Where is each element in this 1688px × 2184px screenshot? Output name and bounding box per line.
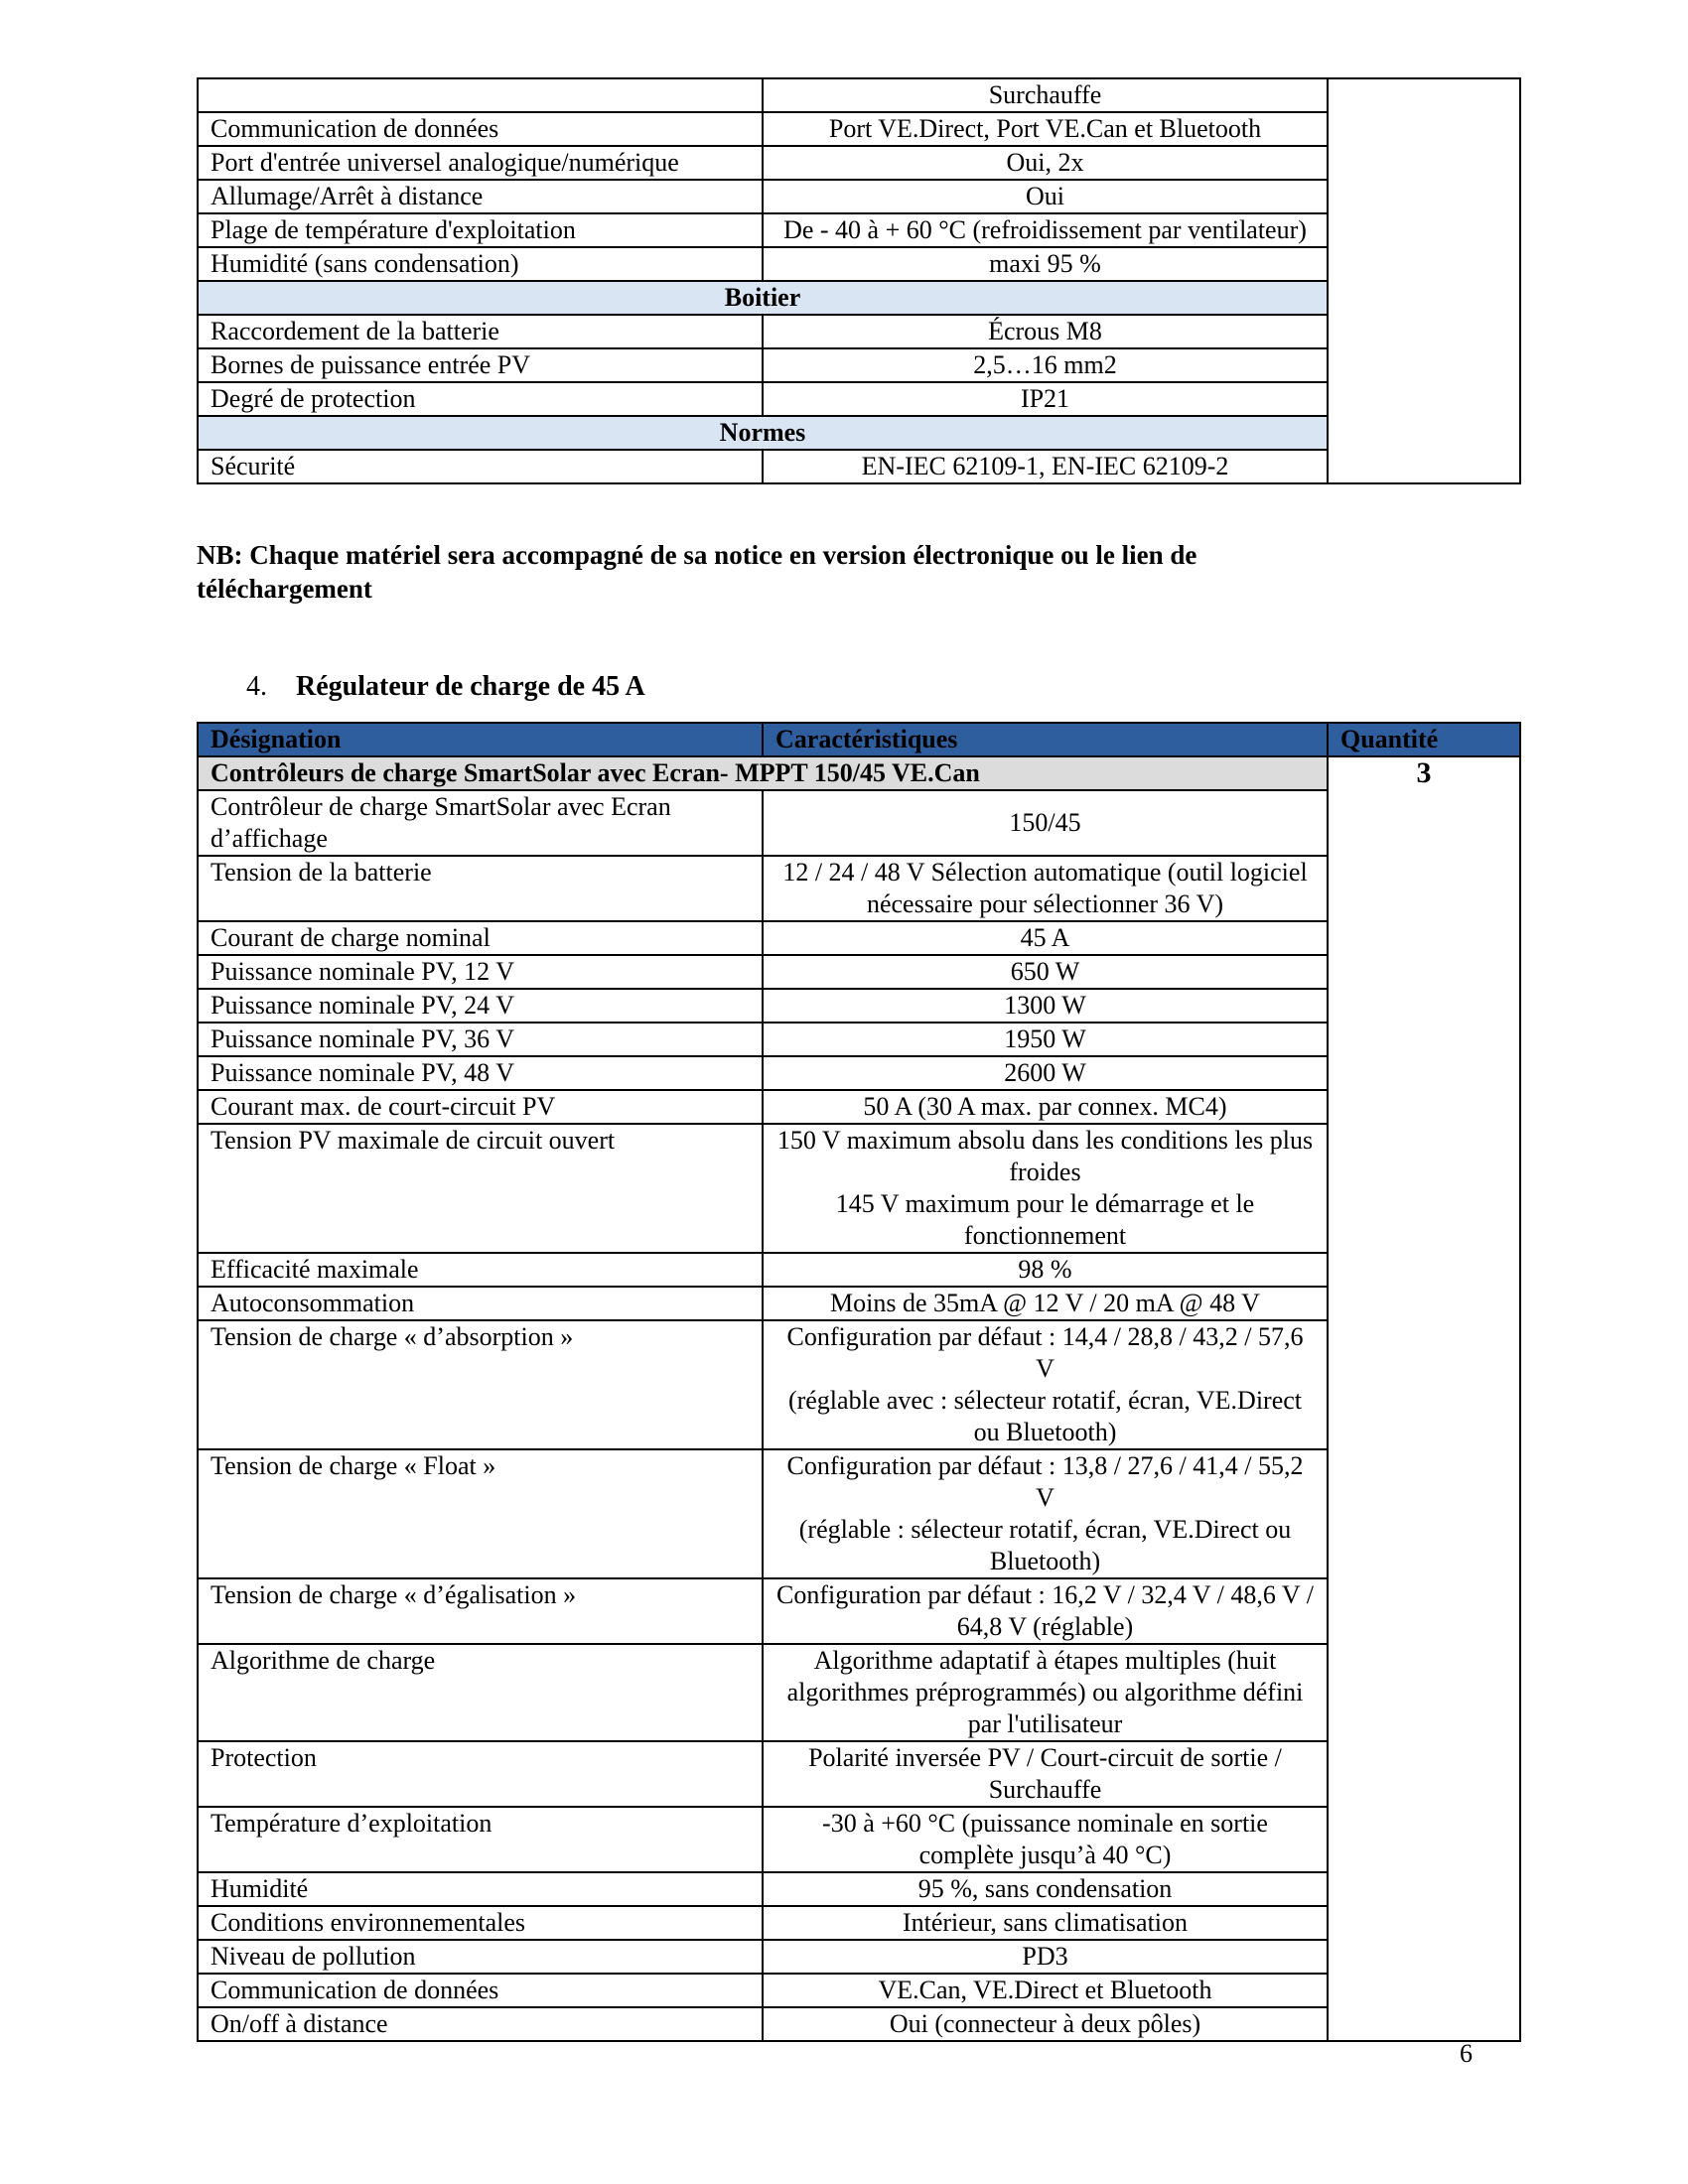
table-row xyxy=(198,1807,1520,1872)
spec-value: Oui (connecteur à deux pôles) xyxy=(763,2007,1328,2041)
spec-label: On/off à distance xyxy=(198,2007,763,2041)
table-row xyxy=(198,1974,1520,2007)
table-row xyxy=(198,1253,1520,1287)
spec-value: 650 W xyxy=(763,955,1328,989)
spec-value: PD3 xyxy=(763,1940,1328,1974)
spec-value: 2600 W xyxy=(763,1056,1328,1090)
spec-value: 150/45 xyxy=(763,790,1328,856)
spec-value: Algorithme adaptatif à étapes multiples (huit algorithmes préprogrammés) ou algorithme défini par l'utilisateur xyxy=(763,1644,1328,1741)
spec-value: IP21 xyxy=(763,382,1328,416)
spec-label: Humidité (sans condensation) xyxy=(198,247,763,281)
table-row xyxy=(198,78,1520,112)
spec-label: Puissance nominale PV, 36 V xyxy=(198,1023,763,1056)
table-row xyxy=(198,1940,1520,1974)
spec-label: Protection xyxy=(198,1741,763,1807)
spec-label: Degré de protection xyxy=(198,382,763,416)
spec-label: Allumage/Arrêt à distance xyxy=(198,180,763,213)
table-row xyxy=(198,1320,1520,1449)
spec-value: 98 % xyxy=(763,1253,1328,1287)
table-row xyxy=(198,1872,1520,1906)
product-name: Contrôleurs de charge SmartSolar avec Ecran- MPPT 150/45 VE.Can xyxy=(198,756,1328,790)
table-row xyxy=(198,180,1520,213)
table-row xyxy=(198,247,1520,281)
spec-label: Bornes de puissance entrée PV xyxy=(198,348,763,382)
spec-value: EN-IEC 62109-1, EN-IEC 62109-2 xyxy=(763,450,1328,483)
table-row xyxy=(198,2007,1520,2041)
section-row-boitier xyxy=(198,281,1520,315)
section-title-normes: Normes xyxy=(198,416,1328,450)
spec-table-regulateur xyxy=(197,722,1521,2042)
spec-value: 50 A (30 A max. par connex. MC4) xyxy=(763,1090,1328,1124)
section-row-normes xyxy=(198,416,1520,450)
spec-label: Température d’exploitation xyxy=(198,1807,763,1872)
spec-label: Tension de charge « d’absorption » xyxy=(198,1320,763,1449)
table-row xyxy=(198,348,1520,382)
table-row xyxy=(198,382,1520,416)
table-row xyxy=(198,1578,1520,1644)
table-row xyxy=(198,1449,1520,1578)
table-row xyxy=(198,1090,1520,1124)
spec-value xyxy=(763,1124,1328,1253)
spec-value-line1: Configuration par défaut : 13,8 / 27,6 / 41,4 / 55,2 V xyxy=(786,1451,1304,1512)
spec-value: Écrous M8 xyxy=(763,315,1328,348)
spec-value: 45 A xyxy=(763,921,1328,955)
spec-label: Courant max. de court-circuit PV xyxy=(198,1090,763,1124)
spec-value: Oui, 2x xyxy=(763,146,1328,180)
spec-value xyxy=(763,1449,1328,1578)
spec-value: Configuration par défaut : 16,2 V / 32,4 V / 48,6 V / 64,8 V (réglable) xyxy=(763,1578,1328,1644)
table-row xyxy=(198,213,1520,247)
spec-label: Puissance nominale PV, 24 V xyxy=(198,989,763,1023)
table-row xyxy=(198,1056,1520,1090)
spec-value-line2: 145 V maximum pour le démarrage et le fonctionnement xyxy=(835,1189,1255,1250)
spec-value: Polarité inversée PV / Court-circuit de sortie / Surchauffe xyxy=(763,1741,1328,1807)
page-number: 6 xyxy=(1460,2039,1473,2068)
spec-label xyxy=(198,78,763,112)
spec-label: Puissance nominale PV, 48 V xyxy=(198,1056,763,1090)
section-title: Régulateur de charge de 45 A xyxy=(296,671,645,702)
spec-value: Surchauffe xyxy=(763,78,1328,112)
nb-note: NB: Chaque matériel sera accompagné de sa notice en version électronique ou le lien de téléchargement xyxy=(197,540,1197,604)
spec-table-continued xyxy=(197,77,1521,484)
section-heading xyxy=(246,671,645,703)
table-row xyxy=(198,790,1520,856)
table-row xyxy=(198,921,1520,955)
spec-label: Niveau de pollution xyxy=(198,1940,763,1974)
spec-label: Efficacité maximale xyxy=(198,1253,763,1287)
header-designation: Désignation xyxy=(198,723,763,756)
spec-value: 95 %, sans condensation xyxy=(763,1872,1328,1906)
spec-value: -30 à +60 °C (puissance nominale en sortie complète jusqu’à 40 °C) xyxy=(763,1807,1328,1872)
spec-label: Tension de charge « d’égalisation » xyxy=(198,1578,763,1644)
table-row xyxy=(198,1644,1520,1741)
spec-value: Port VE.Direct, Port VE.Can et Bluetooth xyxy=(763,112,1328,146)
section-title-boitier: Boitier xyxy=(198,281,1328,315)
table-row xyxy=(198,955,1520,989)
spec-label: Humidité xyxy=(198,1872,763,1906)
spec-value: Moins de 35mA @ 12 V / 20 mA @ 48 V xyxy=(763,1287,1328,1320)
spec-label: Sécurité xyxy=(198,450,763,483)
spec-label: Tension de charge « Float » xyxy=(198,1449,763,1578)
spec-label: Courant de charge nominal xyxy=(198,921,763,955)
table-row xyxy=(198,1287,1520,1320)
quantity-value: 3 xyxy=(1328,756,1520,2041)
table-row xyxy=(198,1023,1520,1056)
table-row xyxy=(198,989,1520,1023)
spec-value: 12 / 24 / 48 V Sélection automatique (outil logiciel nécessaire pour sélectionner 36 V) xyxy=(763,856,1328,921)
spec-label: Plage de température d'exploitation xyxy=(198,213,763,247)
header-quantite: Quantité xyxy=(1328,723,1520,756)
table-row xyxy=(198,146,1520,180)
spec-value: Oui xyxy=(763,180,1328,213)
spec-label: Tension PV maximale de circuit ouvert xyxy=(198,1124,763,1253)
section-number: 4. xyxy=(246,671,267,702)
quantity-cell-empty xyxy=(1328,78,1520,483)
spec-value: 1950 W xyxy=(763,1023,1328,1056)
spec-value: 1300 W xyxy=(763,989,1328,1023)
table-row xyxy=(198,112,1520,146)
header-caracteristiques: Caractéristiques xyxy=(763,723,1328,756)
table-row xyxy=(198,1741,1520,1807)
table-row xyxy=(198,450,1520,483)
spec-value xyxy=(763,1320,1328,1449)
table-row xyxy=(198,315,1520,348)
spec-label: Communication de données xyxy=(198,1974,763,2007)
spec-value: Intérieur, sans climatisation xyxy=(763,1906,1328,1940)
spec-value-line2: (réglable : sélecteur rotatif, écran, VE.Direct ou Bluetooth) xyxy=(798,1515,1292,1575)
spec-label: Conditions environnementales xyxy=(198,1906,763,1940)
table-row xyxy=(198,1124,1520,1253)
table-row xyxy=(198,1906,1520,1940)
spec-value-line1: 150 V maximum absolu dans les conditions les plus froides xyxy=(776,1126,1314,1186)
spec-value-line1: Configuration par défaut : 14,4 / 28,8 / 43,2 / 57,6 V xyxy=(786,1322,1304,1383)
spec-value: maxi 95 % xyxy=(763,247,1328,281)
spec-label: Puissance nominale PV, 12 V xyxy=(198,955,763,989)
table-header-row xyxy=(198,723,1520,756)
spec-label: Tension de la batterie xyxy=(198,856,763,921)
spec-label: Port d'entrée universel analogique/numérique xyxy=(198,146,763,180)
spec-value: De - 40 à + 60 °C (refroidissement par ventilateur) xyxy=(763,213,1328,247)
spec-value-line2: (réglable avec : sélecteur rotatif, écran, VE.Direct ou Bluetooth) xyxy=(787,1386,1303,1446)
spec-label: Raccordement de la batterie xyxy=(198,315,763,348)
spec-label: Autoconsommation xyxy=(198,1287,763,1320)
spec-value: 2,5…16 mm2 xyxy=(763,348,1328,382)
table-row xyxy=(198,856,1520,921)
spec-label: Algorithme de charge xyxy=(198,1644,763,1741)
spec-label: Contrôleur de charge SmartSolar avec Ecran d’affichage xyxy=(198,790,763,856)
spec-label: Communication de données xyxy=(198,112,763,146)
product-row xyxy=(198,756,1520,790)
spec-value: VE.Can, VE.Direct et Bluetooth xyxy=(763,1974,1328,2007)
